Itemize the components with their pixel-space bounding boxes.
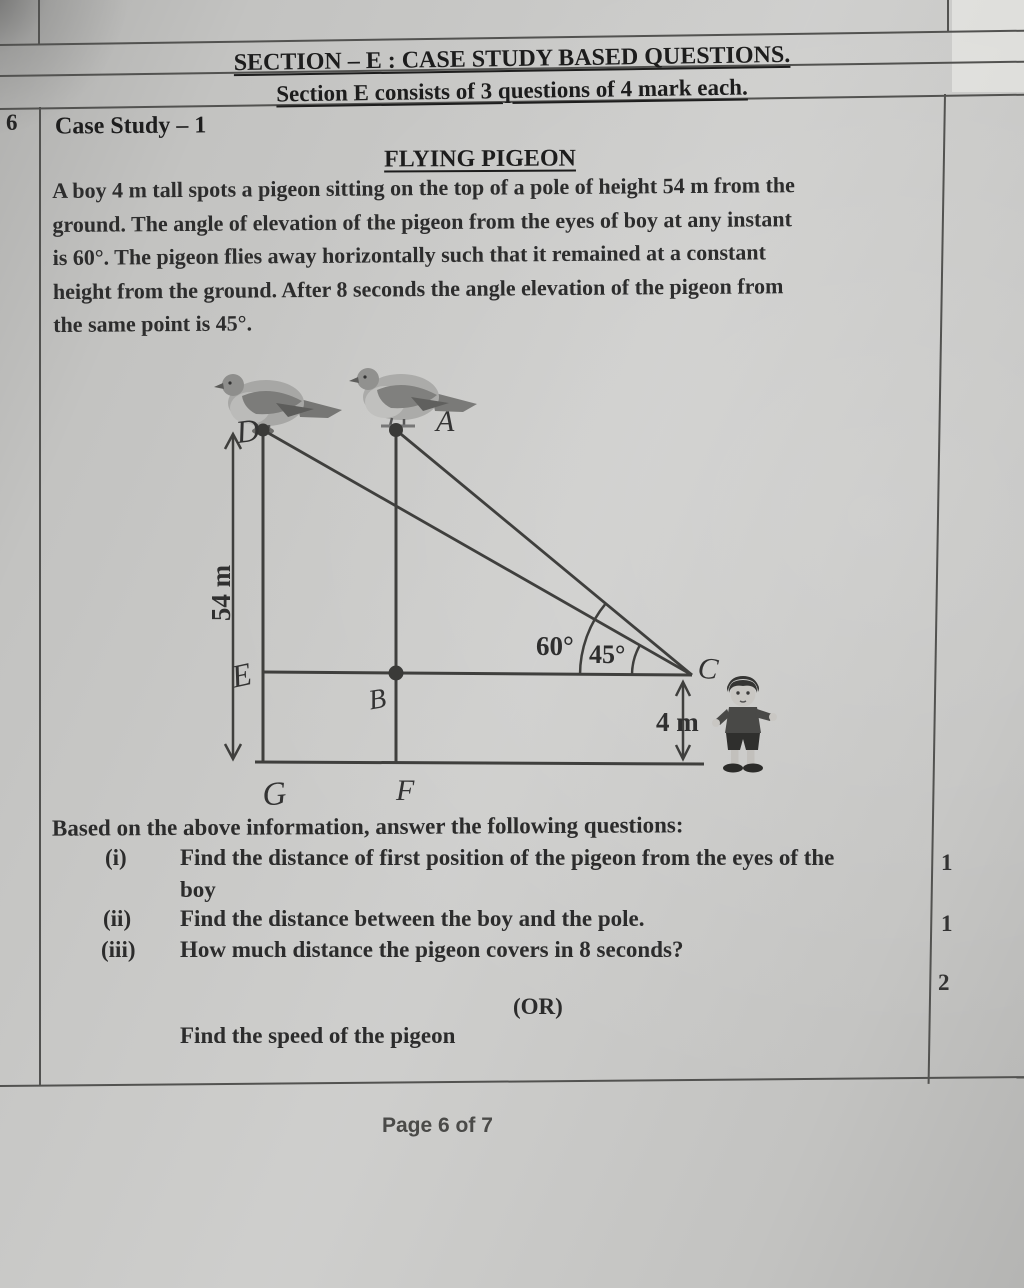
paragraph-line: the same point is 45°. [53,310,253,337]
diagram-label-g: G [260,775,288,814]
table-border-top-right-stub [947,0,949,31]
paragraph-line: is 60°. The pigeon flies away horizontally such that it remained at a constant [52,239,766,270]
question-i-number: (i) [105,845,127,870]
eye-level-line [263,672,692,675]
questions-intro: Based on the above information, answer the following questions: [51,812,684,841]
paragraph-line: ground. The angle of elevation of the pigeon from the eyes of boy at any instant [52,205,792,237]
pole-height-label: 54 m [206,564,236,622]
diagram-label-b: B [366,682,389,717]
case-study-heading: FLYING PIGEON [384,145,576,173]
angle-arc-45 [632,645,640,675]
diagram-label-c: C [696,651,720,687]
diagram-label-e: E [228,655,255,695]
diagram-label-d: D [233,411,262,451]
marks-value-ii: 1 [941,911,953,936]
page-footer-label: Page 6 of 7 [382,1114,493,1137]
marks-value-iii: 2 [938,970,950,995]
section-subtitle: Section E consists of 3 questions of 4 mark each. [276,74,748,107]
paragraph-line: height from the ground. After 8 seconds the angle elevation of the pigeon from [52,272,784,304]
table-border-bottom [0,1076,1024,1087]
pigeon-icon [214,374,342,435]
marks-value-i: 1 [941,850,953,875]
case-study-paragraph [52,168,796,341]
paragraph-line: A boy 4 m tall spots a pigeon sitting on the top of a pole of height 54 m from the [52,172,795,203]
eye-height-label: 4 m [656,707,699,737]
question-i-text: Find the distance of first position of the pigeon from the eyes of the [180,845,835,870]
question-iii-number: (iii) [101,937,136,962]
question-ii-number: (ii) [103,906,132,931]
sight-line-45 [263,430,692,675]
diagram-figure [200,350,800,816]
diagram-label-f: F [396,774,415,807]
question-iii-text: How much distance the pigeon covers in 8 seconds? [180,937,684,962]
case-study-title: Case Study – 1 [54,112,207,140]
angle-label-60: 60° [536,631,574,661]
diagram-label-a: A [436,405,455,438]
question-i-text-2: boy [180,877,216,902]
point-dot-b [389,666,404,681]
section-title: SECTION – E : CASE STUDY BASED QUESTIONS. [233,41,791,77]
or-question: Find the speed of the pigeon [180,1023,456,1048]
table-border-top-left-stub [38,0,40,45]
angle-label-45: 45° [589,640,626,669]
boy-figure-icon [712,676,777,773]
or-separator: (OR) [513,994,563,1019]
table-border-left-column [39,107,41,1086]
pigeon-icon [349,368,477,426]
question-ii-text: Find the distance between the boy and the pole. [180,906,645,931]
ground-line [255,762,704,764]
question-number: 6 [6,110,18,135]
point-dot-a [389,423,403,437]
